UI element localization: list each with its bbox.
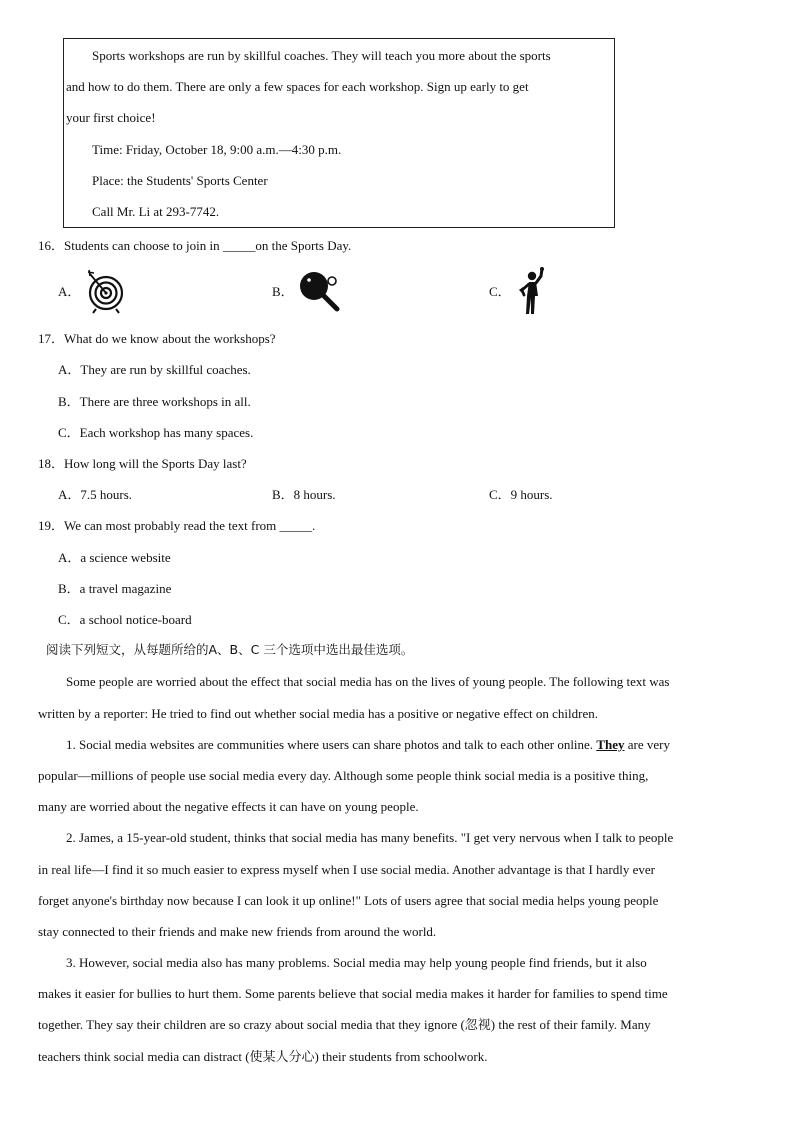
notice-line-1: Sports workshops are run by skillful coaches. They will teach you more about the sports — [92, 48, 551, 63]
q16-option-c-label: C． — [489, 284, 511, 299]
notice-line-2: and how to do them. There are only a few spaces for each workshop. Sign up early to get — [66, 79, 529, 94]
q18-option-a: A．7.5 hours. — [58, 487, 133, 502]
notice-place: Place: the Students' Sports Center — [92, 173, 268, 188]
q19-stem: 19．We can most probably read the text from _____. — [38, 518, 316, 533]
q19-option-c: C．a school notice-board — [58, 612, 192, 627]
person-throwing-icon — [514, 266, 548, 316]
paragraph-2-line-2: in real life—I find it so much easier to express myself when I use social media. Another advantage is that I hardly ever — [38, 862, 655, 877]
q16-option-a-label: A． — [58, 284, 81, 299]
paragraph-1-line-1 — [66, 737, 670, 753]
q17-option-a: A．They are run by skillful coaches. — [58, 362, 251, 377]
q18-option-c: C．9 hours. — [489, 487, 553, 502]
paragraph-2-line-3: forget anyone's birthday now because I can look it up online!" Lots of users agree that social media helps young people — [38, 893, 659, 908]
section-instruction: 阅读下列短文，从每题所给的A、B、C 三个选项中选出最佳选项。 — [46, 642, 414, 657]
q16-option-b-label: B． — [272, 284, 294, 299]
q18-option-b: B．8 hours. — [272, 487, 336, 502]
paragraph-2-line-4: stay connected to their friends and make new friends from around the world. — [38, 924, 437, 939]
paragraph-3-line-3: together. They say their children are so crazy about social media that they ignore (忽视) the rest of their family. Many — [38, 1017, 651, 1032]
paragraph-3-line-4: teachers think social media can distract (使某人分心) their students from schoolwork. — [38, 1049, 488, 1064]
intro-line-2: written by a reporter: He tried to find out whether social media has a positive or negative effect on children. — [38, 706, 599, 721]
q17-option-c: C．Each workshop has many spaces. — [58, 425, 254, 440]
paragraph-1-line-3: many are worried about the negative effects it can have on young people. — [38, 799, 419, 814]
paragraph-1-text-b: are very — [624, 737, 670, 752]
paragraph-1-line-2: popular—millions of people use social media every day. Although some people think social media is a positive thing, — [38, 768, 649, 783]
notice-box — [63, 38, 615, 228]
paragraph-2-line-1: 2. James, a 15-year-old student, thinks that social media has many benefits. "I get very nervous when I talk to people — [66, 830, 674, 845]
underlined-word-they: They — [596, 737, 625, 752]
q19-option-a: A．a science website — [58, 550, 171, 565]
q18-stem: 18．How long will the Sports Day last? — [38, 456, 247, 471]
paragraph-1-text-a: 1. Social media websites are communities where users can share photos and talk to each other online. — [66, 737, 597, 752]
paragraph-3-line-2: makes it easier for bullies to hurt them. Some parents believe that social media makes it harder for families to spend time — [38, 986, 668, 1001]
q17-option-b: B．There are three workshops in all. — [58, 394, 251, 409]
q19-option-b: B．a travel magazine — [58, 581, 172, 596]
q17-stem: 17．What do we know about the workshops? — [38, 331, 276, 346]
intro-line-1: Some people are worried about the effect that social media has on the lives of young people. The following text was — [66, 674, 670, 689]
notice-call: Call Mr. Li at 293-7742. — [92, 204, 220, 219]
notice-line-3: your first choice! — [66, 110, 156, 125]
table-tennis-paddle-icon — [297, 270, 341, 312]
notice-time: Time: Friday, October 18, 9:00 a.m.—4:30 p.m. — [92, 142, 342, 157]
q16-stem: 16．Students can choose to join in _____on the Sports Day. — [38, 238, 352, 253]
paragraph-3-line-1: 3. However, social media also has many problems. Social media may help young people find friends, but it also — [66, 955, 647, 970]
archery-target-icon — [86, 268, 126, 314]
